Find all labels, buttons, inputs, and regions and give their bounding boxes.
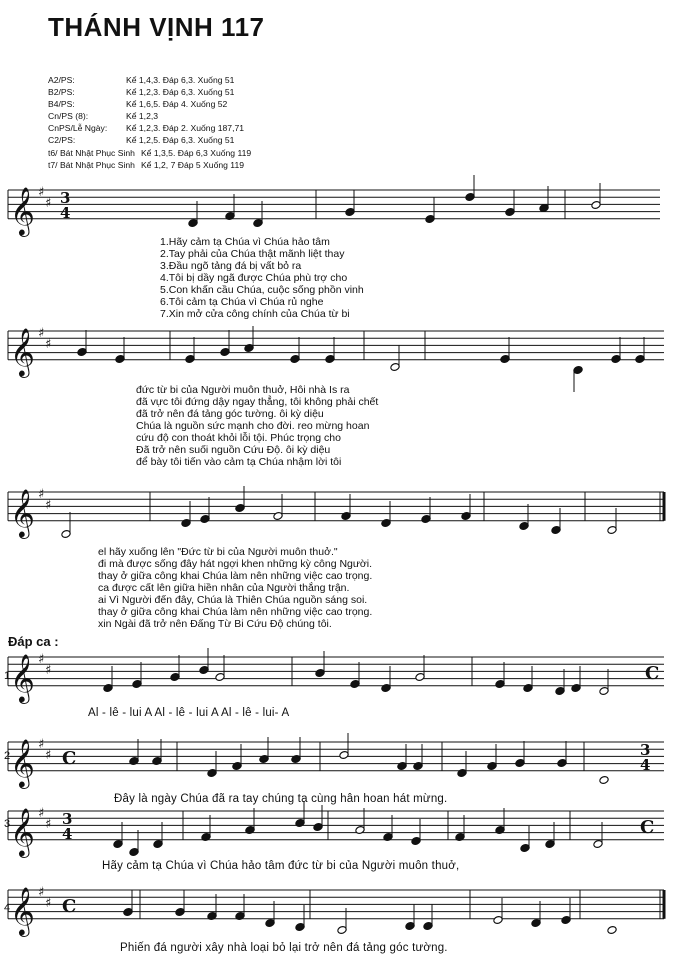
- verse-lyric-line: thay ở giữa công khai Chúa làm nên những việc cao trọng.: [98, 606, 373, 618]
- reference-value: Kể 1,2,5. Đáp 6,3. Xuống 51: [126, 135, 235, 146]
- verse-lyric-line: để bày tôi tiến vào cảm tạ Chúa nhậm lời tôi: [136, 456, 342, 468]
- sharp-icon: ♯: [38, 885, 45, 900]
- reference-value: Kể 1,6,5. Đáp 4. Xuống 52: [126, 99, 228, 110]
- reference-label: A2/PS:: [48, 75, 75, 85]
- sharp-icon: ♯: [38, 652, 45, 667]
- reference-value: Kể 1,2, 7 Đáp 5 Xuống 119: [140, 159, 244, 170]
- sharp-icon: ♯: [38, 806, 45, 821]
- verse-lyric-line: 3.Đầu ngõ tảng đá bị vất bỏ ra: [160, 260, 302, 272]
- time-signature-numerator: 3: [60, 189, 71, 207]
- verse-lyric-line: ca được cất lên giữa hiền nhân của Người thắng trận.: [98, 582, 350, 594]
- response-lyric-line: Đây là ngày Chúa đã ra tay chúng ta cùng hân hoan hát mừng.: [114, 793, 448, 805]
- time-signature-numerator: 3: [640, 741, 651, 759]
- sharp-icon: ♯: [45, 498, 52, 513]
- verse-lyric-line: 2.Tay phải của Chúa thật mãnh liệt thay: [160, 248, 345, 260]
- verse-lyric-line: el hãy xuống lên "Đức từ bi của Người muôn thuở.": [98, 546, 338, 558]
- time-signature-numerator: 3: [62, 810, 73, 828]
- treble-clef-icon: 𝄞: [10, 737, 35, 787]
- sharp-icon: ♯: [38, 737, 45, 752]
- treble-clef-icon: 𝄞: [10, 487, 35, 537]
- verse-lyric-line: đức từ bi của Người muôn thuở, Hôi nhà Is ra: [136, 384, 350, 396]
- time-signature-denominator: 4: [62, 825, 73, 843]
- verse-lyric-line: ai Vì Người đến đây, Chúa là Thiên Chúa nguồn sáng soi.: [98, 594, 368, 606]
- page-title: THÁNH VỊNH 117: [48, 12, 265, 42]
- sharp-icon: ♯: [38, 185, 45, 200]
- response-heading: Đáp ca :: [8, 634, 59, 649]
- verse-lyric-line: Đã trở nên suối nguồn Cứu Độ. ôi kỳ diệu: [136, 444, 331, 456]
- verse-lyric-line: 7.Xin mở cửa công chính của Chúa từ bi: [160, 308, 350, 320]
- sharp-icon: ♯: [45, 896, 52, 911]
- response-system-number: 4: [4, 902, 11, 914]
- verse-lyric-line: đã vực tôi đứng dậy ngay thẳng, tôi không phải chết: [136, 396, 379, 408]
- sharp-icon: ♯: [45, 748, 52, 763]
- time-signature-denominator: 4: [60, 204, 71, 222]
- sharp-icon: ♯: [38, 326, 45, 341]
- reference-value: Kể 1,4,3. Đáp 6,3. Xuống 51: [126, 75, 235, 85]
- reference-value: Kể 1,3,5. Đáp 6,3 Xuống 119: [140, 147, 252, 158]
- treble-clef-icon: 𝄞: [10, 326, 35, 376]
- reference-label: B2/PS:: [48, 87, 75, 98]
- reference-value: Kể 1,2,3: [126, 111, 159, 122]
- reference-value: Kể 1,2,3. Đáp 6,3. Xuống 51: [126, 87, 235, 98]
- reference-label: B4/PS:: [48, 99, 75, 110]
- reference-label: CnPS/Lễ Ngày:: [48, 123, 108, 134]
- response-lyric-line: Hãy cảm tạ Chúa vì Chúa hảo tâm đức từ bi của Người muôn thuở,: [102, 860, 460, 872]
- response-system-number: 3: [4, 818, 11, 830]
- verse-lyric-line: đi mà được sống đây hát ngợi khen những kỳ công Người.: [98, 558, 373, 570]
- common-time-icon: C: [645, 663, 660, 684]
- sharp-icon: ♯: [38, 487, 45, 502]
- treble-clef-icon: 𝄞: [10, 806, 35, 856]
- treble-clef-icon: 𝄞: [10, 652, 35, 702]
- treble-clef-icon: 𝄞: [10, 185, 35, 235]
- verse-lyric-line: 6.Tôi cảm tạ Chúa vì Chúa rủ nghe: [160, 296, 324, 308]
- sharp-icon: ♯: [45, 196, 52, 211]
- response-system-number: 2: [4, 750, 11, 762]
- verse-lyric-line: cứu độ con thoát khỏi lỗi tội. Phúc trọng cho: [136, 432, 341, 444]
- sharp-icon: ♯: [45, 817, 52, 832]
- verse-lyric-line: đã trở nên đá tảng góc tường. ôi kỳ diệu: [136, 408, 324, 420]
- response-system-number: 1: [4, 670, 11, 682]
- reference-label: C2/PS:: [48, 135, 76, 146]
- response-lyric-line: Phiến đá người xây nhà loại bỏ lại trở nên đá tảng góc tường.: [120, 942, 448, 954]
- reference-label: Cn/PS (8):: [48, 111, 89, 122]
- note-head: [599, 776, 609, 785]
- common-time-icon: C: [640, 817, 655, 838]
- verse-lyric-line: 4.Tôi bị dầy ngã được Chúa phù trợ cho: [160, 272, 348, 284]
- treble-clef-icon: 𝄞: [10, 885, 35, 935]
- sharp-icon: ♯: [45, 337, 52, 352]
- verse-lyric-line: thay ở giữa công khai Chúa làm nên những việc cao trọng.: [98, 570, 373, 582]
- common-time-icon: C: [62, 896, 77, 917]
- sharp-icon: ♯: [45, 663, 52, 678]
- response-lyric-line: Al - lê - lui A Al - lê - lui A Al - lê - lui- A: [88, 707, 290, 719]
- verse-lyric-line: Chúa là nguồn sức mạnh cho đời. reo mừng hoan: [136, 420, 370, 432]
- verse-lyric-line: 5.Con khấn cầu Chúa, cuộc sống phồn vinh: [160, 284, 364, 296]
- reference-value: Kể 1,2,3. Đáp 2. Xuống 187,71: [126, 123, 245, 134]
- reference-label: t7/ Bát Nhật Phục Sinh: [48, 159, 135, 170]
- reference-label: t6/ Bát Nhật Phục Sinh: [48, 147, 135, 158]
- time-signature-denominator: 4: [640, 756, 651, 774]
- note-head: [607, 926, 617, 935]
- common-time-icon: C: [62, 748, 77, 769]
- verse-lyric-line: xin Ngài đã trở nên Đấng Từ Bi Cứu Độ chúng tôi.: [98, 618, 332, 630]
- verse-lyric-line: 1.Hãy cảm tạ Chúa vì Chúa hảo tâm: [160, 236, 330, 248]
